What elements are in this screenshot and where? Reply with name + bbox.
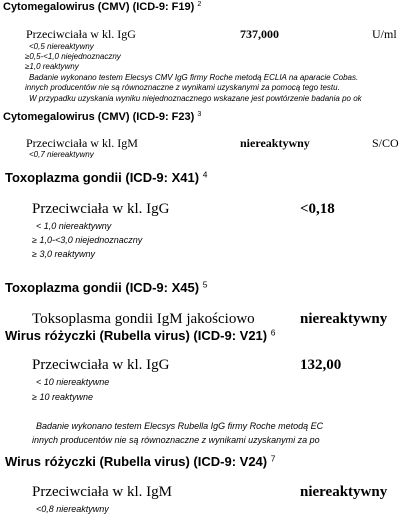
section-heading: Wirus różyczki (Rubella virus) (ICD-9: V24) $^7$	[5, 453, 276, 469]
method-note: innych producentów nie są równoznaczne z wynikami uzyskanymi za pomocą tego testu.	[25, 83, 340, 92]
method-note: innych producentów nie są równoznaczne z wynikami uzyskanymi za po	[32, 435, 320, 445]
section-heading: Toxoplazma gondii (ICD-9: X45) $^5$	[5, 279, 208, 295]
method-note: Badanie wykonano testem Elecsys Rubella IgG firmy Roche metodą EC	[36, 421, 324, 431]
method-note: W przypadku uzyskania wyniku niejednoznacznego wskazane jest powtórzenie badania po ok	[29, 94, 362, 103]
footnote-marker: 3	[197, 110, 202, 119]
section-heading: Wirus różyczki (Rubella virus) (ICD-9: V21) $^6$	[5, 327, 276, 343]
reference-range: ≥1,0 reaktywny	[25, 62, 79, 71]
reference-range: ≥ 3,0 reaktywny	[32, 249, 95, 259]
footnote-marker: 7	[270, 453, 276, 464]
section-heading: Cytomegalowirus (CMV) (ICD-9: F19) $^2$	[3, 0, 202, 13]
result-value: 132,00	[300, 357, 342, 373]
result-unit: U/ml	[372, 27, 397, 41]
test-name: Toksoplasma gondii IgM jakościowo	[32, 311, 255, 327]
reference-range: ≥ 1,0-<3,0 niejednoznaczny	[32, 235, 143, 245]
reference-range: ≥0,5-<1,0 niejednoznaczny	[25, 52, 121, 61]
method-note: Badanie wykonano testem Elecsys CMV IgG firmy Roche metodą ECLIA na aparacie Cobas.	[29, 73, 359, 82]
footnote-marker: 5	[202, 279, 208, 290]
result-unit: S/CO	[372, 136, 399, 150]
test-name: Przeciwciała w kl. IgG	[32, 201, 170, 217]
reference-range: < 1,0 niereaktywny	[36, 221, 112, 231]
footnote-marker: 4	[202, 169, 208, 180]
result-value: <0,18	[300, 201, 335, 217]
reference-range: < 10 niereaktywne	[36, 377, 110, 387]
footnote-marker: 6	[270, 327, 276, 338]
test-name: Przeciwciała w kl. IgM	[26, 136, 138, 150]
result-value: 737,000	[240, 27, 279, 41]
footnote-marker: 2	[197, 0, 202, 9]
section-heading: Toxoplazma gondii (ICD-9: X41) $^4$	[5, 169, 208, 185]
result-value: niereaktywny	[300, 484, 388, 500]
reference-range: <0,8 niereaktywny	[36, 504, 109, 514]
reference-range: <0,7 niereaktywny	[29, 150, 94, 158]
reference-range: <0,5 niereaktywny	[29, 42, 94, 51]
section-heading: Cytomegalowirus (CMV) (ICD-9: F23) $^3$	[3, 110, 202, 123]
test-name: Przeciwciała w kl. IgM	[32, 484, 172, 500]
result-value: niereaktywny	[240, 136, 310, 150]
result-value: niereaktywny	[300, 311, 388, 327]
test-name: Przeciwciała w kl. IgG	[26, 27, 136, 41]
test-name: Przeciwciała w kl. IgG	[32, 357, 170, 373]
reference-range: ≥ 10 reaktywne	[32, 392, 93, 402]
